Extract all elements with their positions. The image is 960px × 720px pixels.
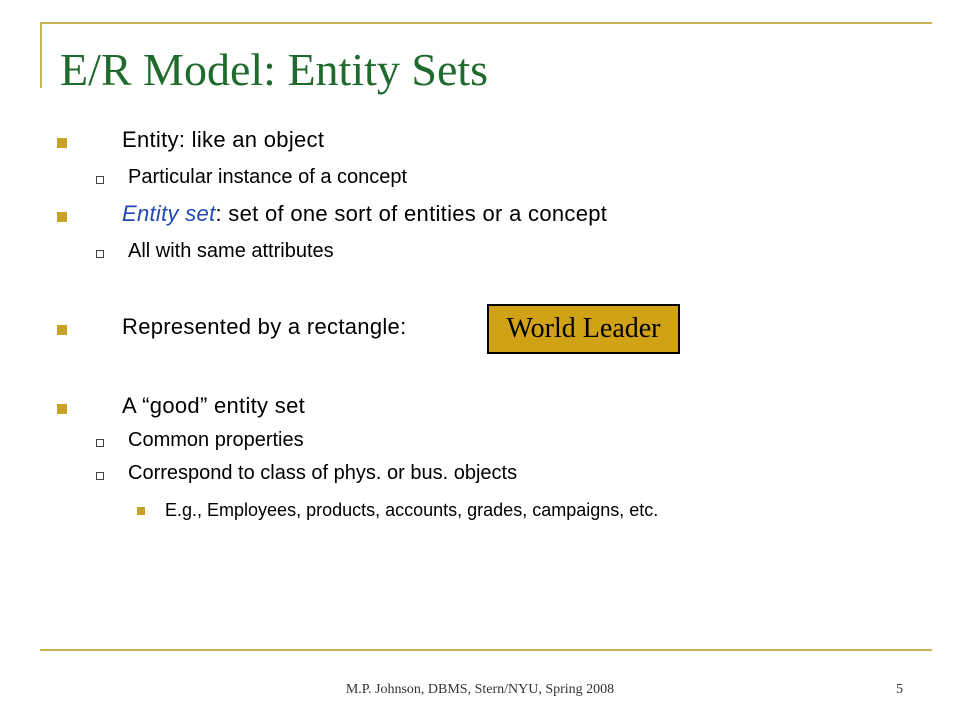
square-bullet-icon	[57, 404, 67, 414]
bullet-good-entity-set: A “good” entity set	[122, 393, 305, 419]
top-rule	[40, 22, 932, 24]
slide-title: E/R Model: Entity Sets	[60, 44, 489, 95]
sub-bullet-same-attributes: All with same attributes	[128, 240, 334, 263]
bullet-entity-set: Entity set: set of one sort of entities or a concept	[122, 201, 607, 227]
bullet-represented-by-rectangle: Represented by a rectangle:	[122, 314, 407, 340]
sub-bullet-correspond-to-class: Correspond to class of phys. or bus. objects	[128, 462, 517, 485]
square-bullet-icon	[57, 138, 67, 148]
hollow-square-bullet-icon	[96, 472, 104, 480]
sub-sub-bullet-examples: E.g., Employees, products, accounts, grades, campaigns, etc.	[165, 500, 658, 521]
hollow-square-bullet-icon	[96, 439, 104, 447]
sub-bullet-common-properties: Common properties	[128, 429, 304, 452]
square-bullet-icon	[57, 325, 67, 335]
bullet-entity: Entity: like an object	[122, 127, 324, 153]
entity-set-rectangle	[487, 304, 680, 354]
left-rule	[40, 22, 42, 88]
square-bullet-icon	[57, 212, 67, 222]
hollow-square-bullet-icon	[96, 176, 104, 184]
page-number: 5	[896, 682, 903, 697]
entity-set-label: World Leader	[506, 313, 661, 344]
entity-set-term: Entity set	[122, 201, 216, 226]
bottom-rule	[40, 649, 932, 651]
square-bullet-icon	[137, 507, 145, 515]
hollow-square-bullet-icon	[96, 250, 104, 258]
footer-text: M.P. Johnson, DBMS, Stern/NYU, Spring 2008	[345, 682, 615, 697]
sub-bullet-particular-instance: Particular instance of a concept	[128, 166, 407, 189]
